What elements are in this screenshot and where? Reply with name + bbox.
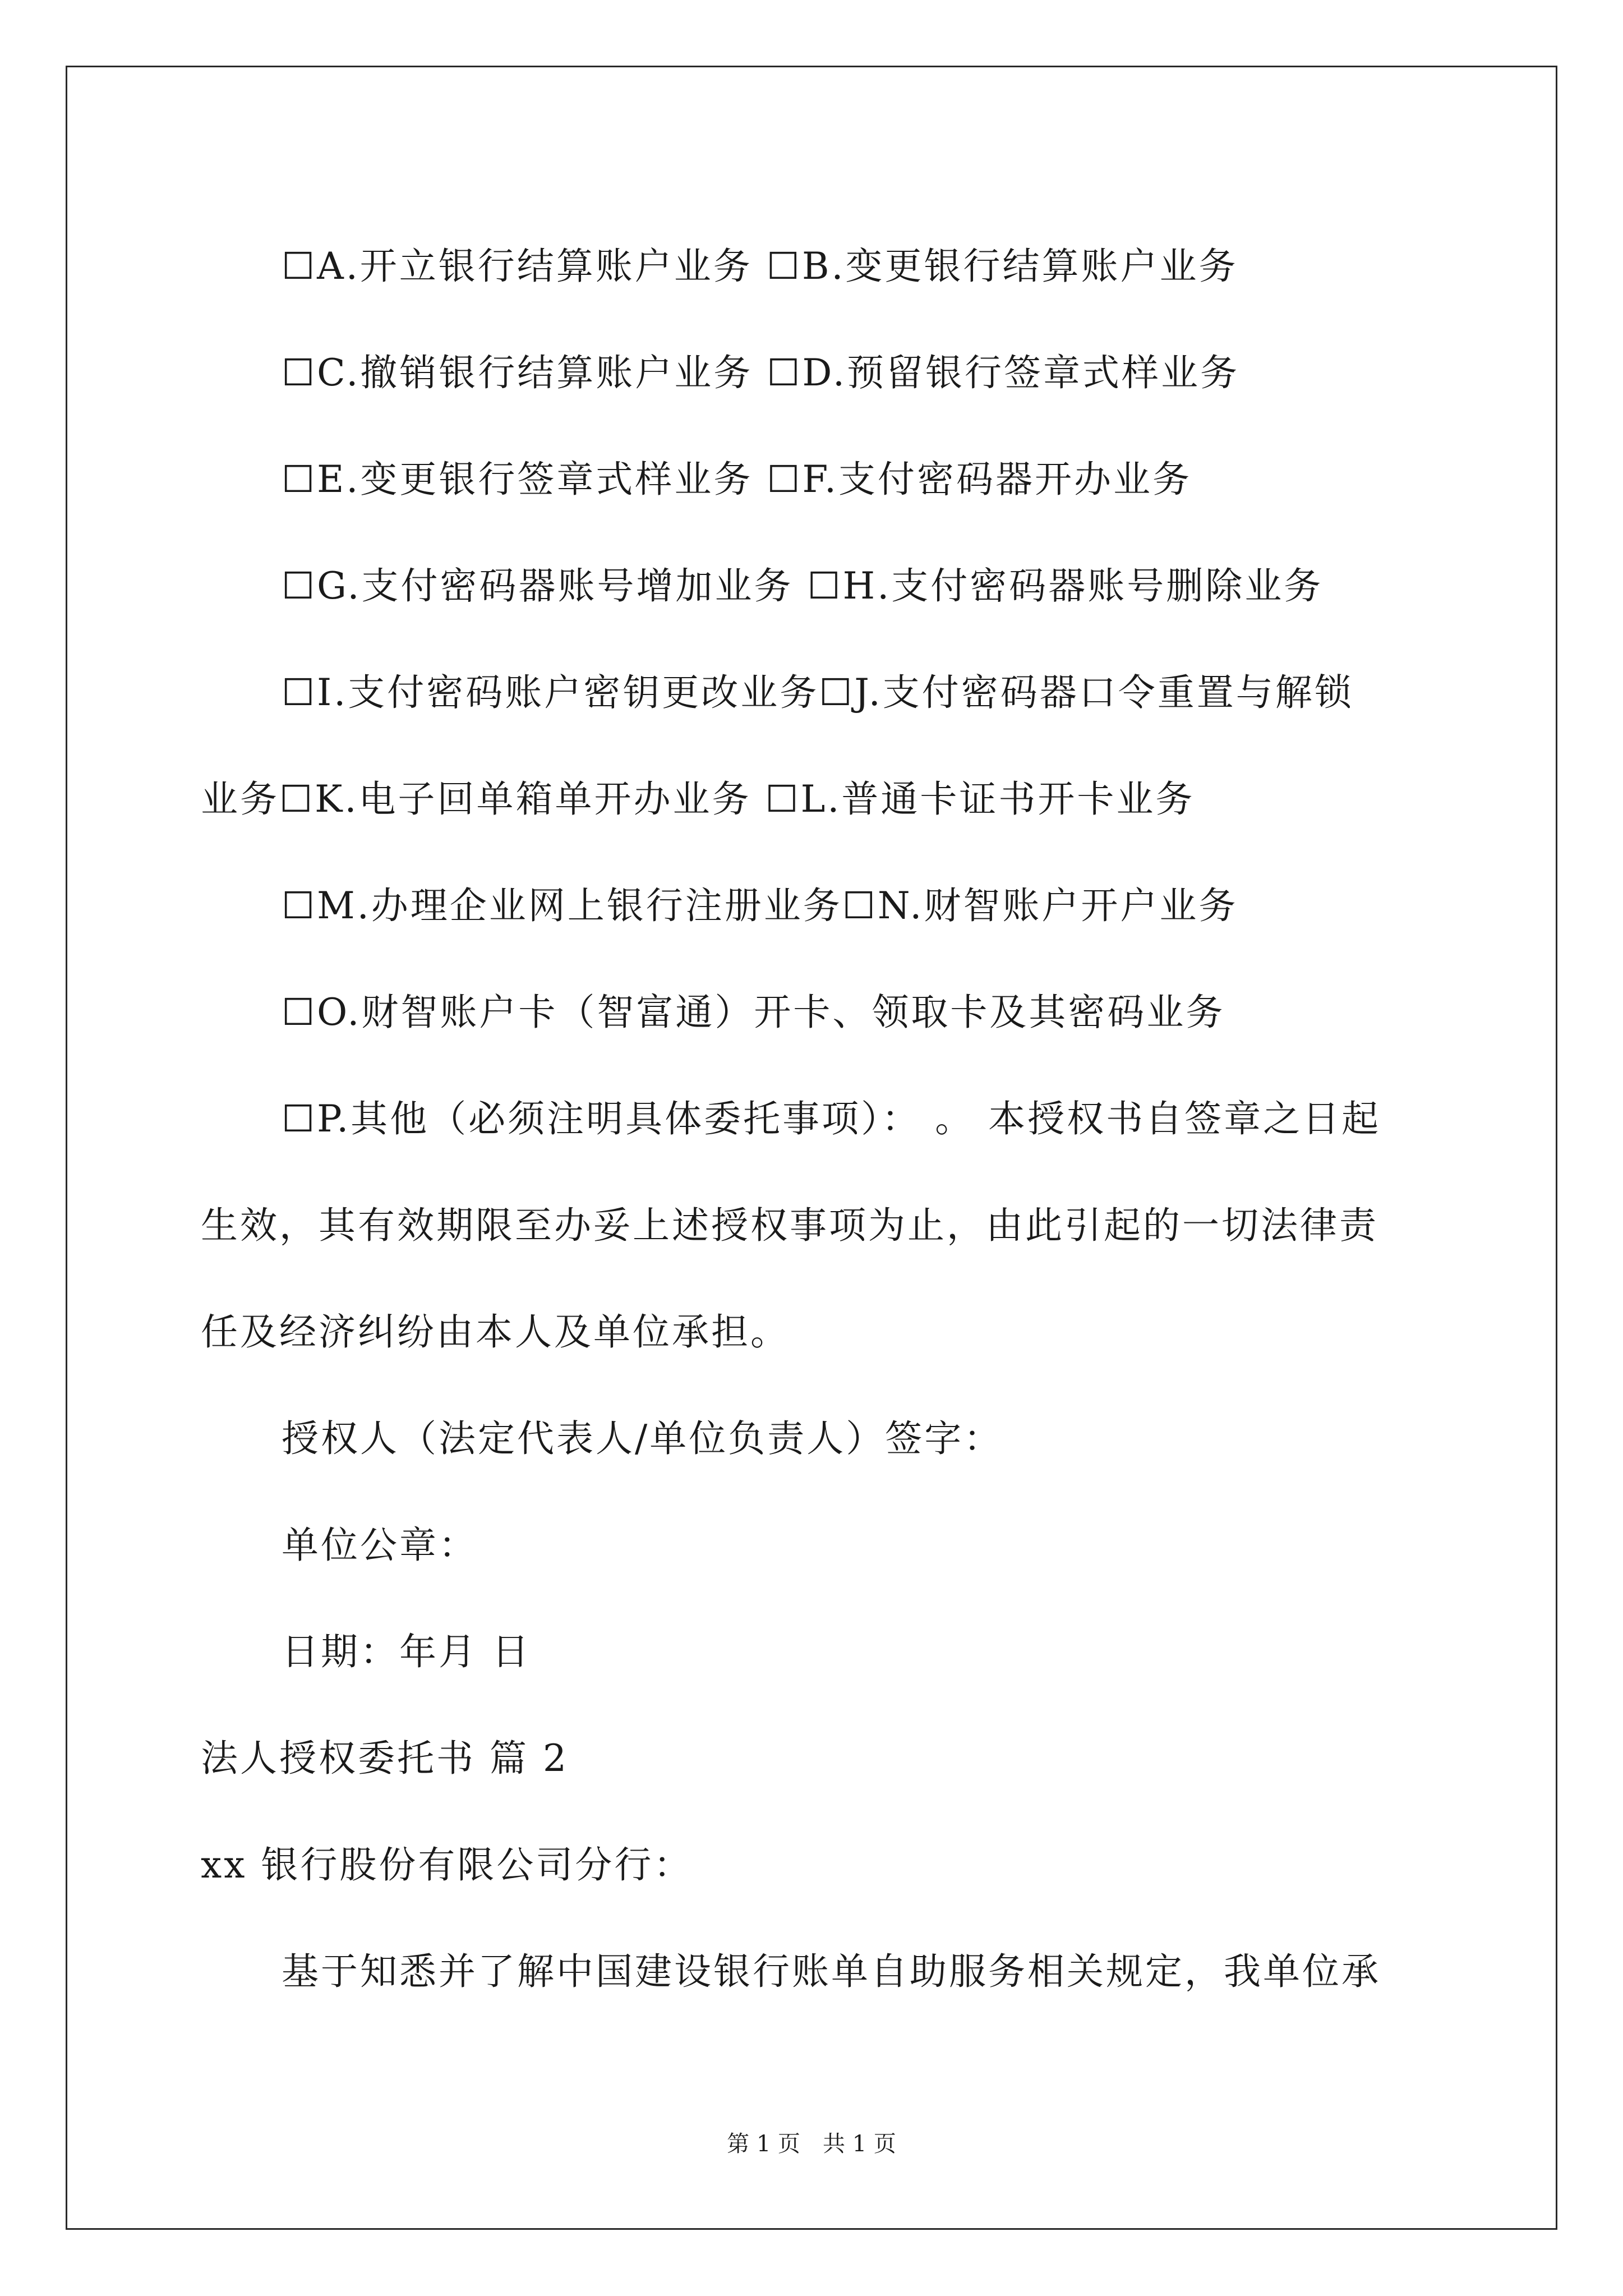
document-body [201, 213, 1435, 2025]
option-line-a-b: ☐A.开立银行结算账户业务 ☐B.变更银行结算账户业务 [282, 245, 1238, 288]
option-line-p: ☐P.其他（必须注明具体委托事项）： 。 本授权书自签章之日起 [282, 1097, 1381, 1140]
page-footer: 第 1 页 共 1 页 [727, 2131, 896, 2157]
body-paragraph-start: 基于知悉并了解中国建设银行账单自助服务相关规定，我单位承 [282, 1950, 1381, 1993]
option-line-c-d: ☐C.撤销银行结算账户业务 ☐D.预留银行签章式样业务 [282, 351, 1239, 394]
option-line-k-l: 业务☐K.电子回单箱单开办业务 ☐L.普通卡证书开卡业务 [201, 777, 1195, 821]
option-line-i-j: ☐I.支付密码账户密钥更改业务☐J.支付密码器口令重置与解锁 [282, 671, 1354, 714]
addressee-line: xx 银行股份有限公司分行： [201, 1843, 693, 1887]
signature-line: 授权人（法定代表人/单位负责人）签字： [282, 1417, 1003, 1460]
option-line-o: ☐O.财智账户卡（智富通）开卡、领取卡及其密码业务 [282, 991, 1225, 1034]
option-line-e-f: ☐E.变更银行签章式样业务 ☐F.支付密码器开办业务 [282, 458, 1192, 501]
validity-text-line-1: 生效，其有效期限至办妥上述授权事项为止，由此引起的一切法律责 [201, 1204, 1378, 1247]
option-line-m-n: ☐M.办理企业网上银行注册业务☐N.财智账户开户业务 [282, 884, 1238, 927]
section-title: 法人授权委托书 篇 2 [201, 1737, 569, 1780]
date-line: 日期：年月 日 [282, 1630, 531, 1673]
validity-text-line-2: 任及经济纠纷由本人及单位承担。 [201, 1310, 790, 1354]
option-line-g-h: ☐G.支付密码器账号增加业务 ☐H.支付密码器账号删除业务 [282, 564, 1324, 608]
company-seal-line: 单位公章： [282, 1524, 478, 1567]
